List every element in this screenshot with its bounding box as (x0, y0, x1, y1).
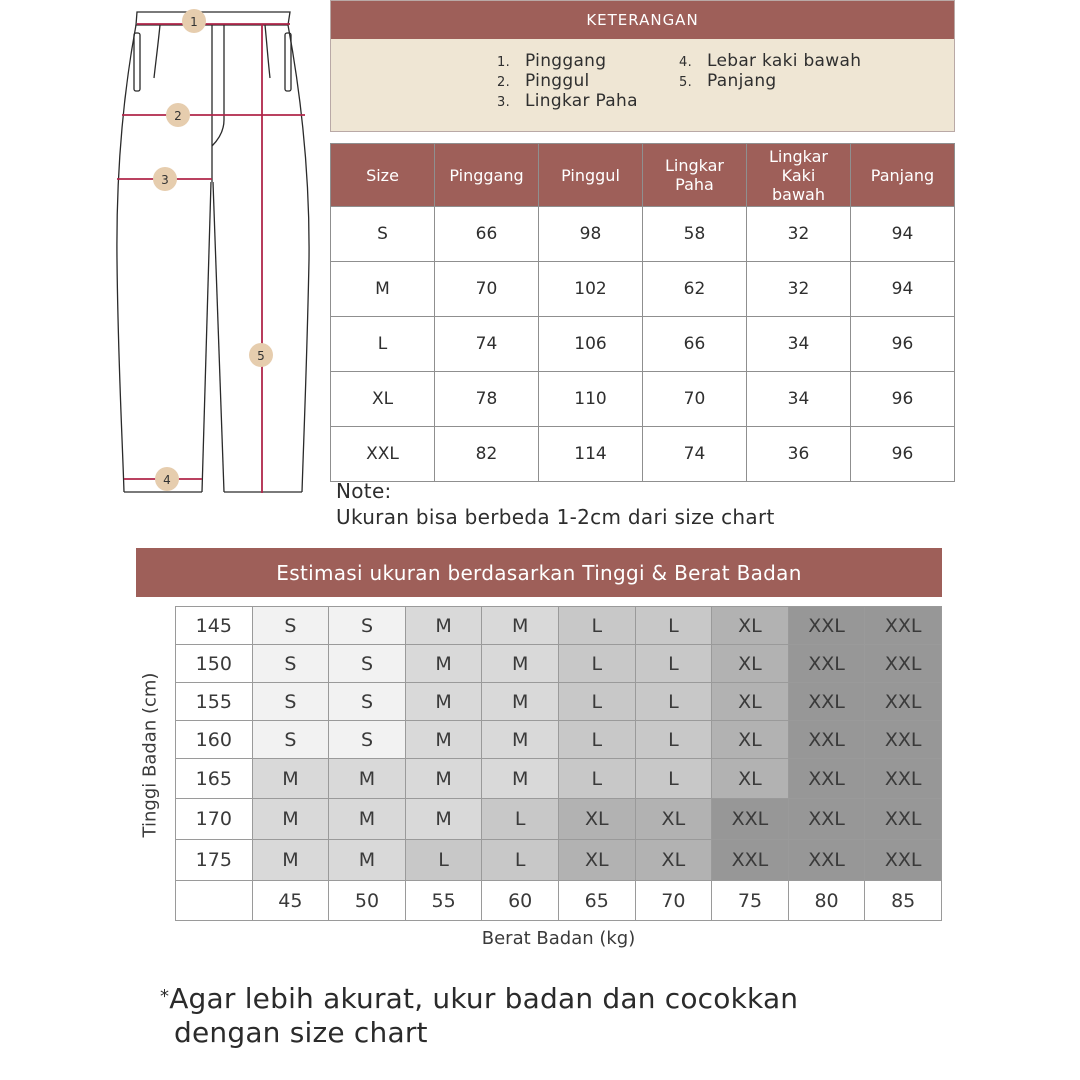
size-table-cell: 82 (435, 427, 539, 482)
estimated-size-cell: L (635, 759, 712, 799)
weight-value: 60 (482, 881, 559, 921)
legend-item-label: Pinggang (525, 51, 607, 71)
estimated-size-cell: M (252, 799, 329, 840)
size-table-header-row (331, 144, 955, 207)
legend-title: KETERANGAN (331, 1, 954, 39)
estimated-size-cell: XXL (865, 683, 942, 721)
estimated-size-cell: XL (712, 759, 789, 799)
size-table-header-cell: Size (331, 144, 435, 207)
size-table-cell: 58 (643, 207, 747, 262)
estimated-size-cell: S (252, 607, 329, 645)
height-value: 150 (176, 645, 253, 683)
estimated-size-cell: XXL (865, 840, 942, 881)
size-table-cell: 62 (643, 262, 747, 317)
estimated-size-cell: XXL (788, 721, 865, 759)
size-table-cell: 70 (435, 262, 539, 317)
estimated-size-cell: XXL (865, 607, 942, 645)
weight-row (176, 881, 942, 921)
legend-box (330, 0, 955, 132)
estimated-size-cell: M (329, 840, 406, 881)
estimated-size-cell: XXL (788, 607, 865, 645)
estimated-size-cell: S (329, 721, 406, 759)
size-table-cell: XXL (331, 427, 435, 482)
height-value: 160 (176, 721, 253, 759)
legend-item (497, 91, 638, 111)
estimated-size-cell: L (558, 645, 635, 683)
size-table-cell: 96 (851, 372, 955, 427)
size-table-cell: 34 (747, 317, 851, 372)
marker-2-label: 2 (174, 109, 182, 123)
size-table-cell: 78 (435, 372, 539, 427)
size-table-cell: 34 (747, 372, 851, 427)
size-table-cell: 96 (851, 427, 955, 482)
note-title: Note: (336, 479, 392, 503)
estimated-size-cell: XL (558, 799, 635, 840)
size-table-cell: 106 (539, 317, 643, 372)
estimated-size-cell: L (482, 840, 559, 881)
estimated-size-cell: L (558, 759, 635, 799)
estimation-row (176, 799, 942, 840)
x-axis-label: Berat Badan (kg) (481, 928, 636, 949)
weight-value: 75 (712, 881, 789, 921)
estimation-row (176, 645, 942, 683)
size-table-cell: 74 (643, 427, 747, 482)
legend-item-number: 4. (679, 55, 693, 70)
estimation-row (176, 683, 942, 721)
estimated-size-cell: XXL (788, 799, 865, 840)
weight-value: 55 (405, 881, 482, 921)
marker-5-label: 5 (257, 349, 265, 363)
size-table-cell: 110 (539, 372, 643, 427)
legend-item-number: 3. (497, 95, 511, 110)
size-table-cell: 94 (851, 262, 955, 317)
estimation-row (176, 759, 942, 799)
legend-item-label: Lingkar Paha (525, 91, 638, 111)
size-table-cell: 66 (435, 207, 539, 262)
marker-4-label: 4 (163, 473, 171, 487)
size-table-row (331, 372, 955, 427)
estimated-size-cell: XXL (788, 645, 865, 683)
weight-value: 80 (788, 881, 865, 921)
estimated-size-cell: XL (635, 799, 712, 840)
size-table-cell: 66 (643, 317, 747, 372)
estimated-size-cell: M (482, 721, 559, 759)
estimated-size-cell: M (405, 799, 482, 840)
legend-column-2 (679, 51, 861, 91)
estimated-size-cell: XXL (865, 799, 942, 840)
legend-item (497, 51, 638, 71)
legend-column-1 (497, 51, 638, 111)
weight-value: 70 (635, 881, 712, 921)
estimated-size-cell: L (405, 840, 482, 881)
estimated-size-cell: S (329, 683, 406, 721)
legend-item (497, 71, 638, 91)
estimated-size-cell: L (558, 607, 635, 645)
size-table-cell: 32 (747, 262, 851, 317)
size-table-cell: 114 (539, 427, 643, 482)
estimated-size-cell: M (405, 683, 482, 721)
weight-value: 65 (558, 881, 635, 921)
size-table-cell: 94 (851, 207, 955, 262)
height-value: 165 (176, 759, 253, 799)
size-table-cell: XL (331, 372, 435, 427)
estimated-size-cell: XXL (865, 759, 942, 799)
size-table-body (331, 207, 955, 482)
weight-value: 45 (252, 881, 329, 921)
estimated-size-cell: M (482, 607, 559, 645)
size-table-cell: 74 (435, 317, 539, 372)
size-table-row (331, 427, 955, 482)
estimation-table (175, 606, 942, 921)
legend-body (331, 39, 954, 131)
size-table-row (331, 262, 955, 317)
y-axis-label: Tinggi Badan (cm) (139, 672, 161, 838)
legend-item (679, 71, 861, 91)
legend-item-number: 5. (679, 75, 693, 90)
estimated-size-cell: L (635, 645, 712, 683)
estimated-size-cell: XXL (788, 759, 865, 799)
estimation-row (176, 840, 942, 881)
size-table-header-cell: Pinggang (435, 144, 539, 207)
estimated-size-cell: XXL (788, 840, 865, 881)
estimated-size-cell: L (635, 683, 712, 721)
legend-item (679, 51, 861, 71)
size-table-cell: M (331, 262, 435, 317)
height-value: 175 (176, 840, 253, 881)
note (336, 478, 775, 530)
corner-cell (176, 881, 253, 921)
size-table-cell: 36 (747, 427, 851, 482)
estimated-size-cell: XL (712, 683, 789, 721)
size-table-header-cell: Pinggul (539, 144, 643, 207)
legend-item-label: Lebar kaki bawah (707, 51, 862, 71)
estimated-size-cell: M (482, 683, 559, 721)
size-table-cell: 102 (539, 262, 643, 317)
estimation-table-body (176, 607, 942, 921)
estimated-size-cell: M (482, 645, 559, 683)
estimated-size-cell: XL (635, 840, 712, 881)
estimated-size-cell: M (329, 759, 406, 799)
marker-1-label: 1 (190, 15, 198, 29)
estimated-size-cell: L (635, 721, 712, 759)
estimation-row (176, 721, 942, 759)
estimated-size-cell: L (558, 721, 635, 759)
legend-item-number: 1. (497, 55, 511, 70)
estimated-size-cell: XXL (865, 645, 942, 683)
size-table (330, 143, 955, 482)
size-table-cell: 70 (643, 372, 747, 427)
estimation-title: Estimasi ukuran berdasarkan Tinggi & Berat Badan (136, 548, 942, 597)
footnote-line-2: dengan size chart (174, 1016, 428, 1049)
estimated-size-cell: XXL (865, 721, 942, 759)
estimated-size-cell: M (405, 645, 482, 683)
marker-3-label: 3 (161, 173, 169, 187)
estimated-size-cell: XXL (788, 683, 865, 721)
estimated-size-cell: S (329, 607, 406, 645)
estimated-size-cell: S (252, 721, 329, 759)
footnote-line-1: Agar lebih akurat, ukur badan dan cocokkan (169, 982, 799, 1015)
estimated-size-cell: M (405, 759, 482, 799)
estimated-size-cell: L (635, 607, 712, 645)
estimated-size-cell: S (329, 645, 406, 683)
estimated-size-cell: L (558, 683, 635, 721)
estimated-size-cell: XXL (712, 799, 789, 840)
note-text: Ukuran bisa berbeda 1-2cm dari size chart (336, 505, 775, 529)
legend-item-label: Pinggul (525, 71, 590, 91)
height-value: 145 (176, 607, 253, 645)
size-table-row (331, 207, 955, 262)
estimated-size-cell: L (482, 799, 559, 840)
height-value: 170 (176, 799, 253, 840)
size-table-cell: L (331, 317, 435, 372)
size-table-header-cell: Panjang (851, 144, 955, 207)
estimated-size-cell: S (252, 645, 329, 683)
legend-item-label: Panjang (707, 71, 777, 91)
estimated-size-cell: S (252, 683, 329, 721)
legend-item-number: 2. (497, 75, 511, 90)
estimated-size-cell: M (252, 840, 329, 881)
estimated-size-cell: M (252, 759, 329, 799)
estimated-size-cell: M (329, 799, 406, 840)
estimation-row (176, 607, 942, 645)
height-value: 155 (176, 683, 253, 721)
size-table-cell: 96 (851, 317, 955, 372)
size-table-cell: S (331, 207, 435, 262)
estimated-size-cell: XL (712, 645, 789, 683)
weight-value: 85 (865, 881, 942, 921)
size-table-row (331, 317, 955, 372)
size-table-header-cell: Lingkar Kaki bawah (747, 144, 851, 207)
estimated-size-cell: XL (712, 721, 789, 759)
estimated-size-cell: XL (558, 840, 635, 881)
size-table-header-cell: Lingkar Paha (643, 144, 747, 207)
estimated-size-cell: XXL (712, 840, 789, 881)
footnote (160, 982, 798, 1050)
pants-diagram (108, 5, 323, 500)
size-table-cell: 98 (539, 207, 643, 262)
estimated-size-cell: M (405, 607, 482, 645)
size-table-cell: 32 (747, 207, 851, 262)
estimated-size-cell: M (405, 721, 482, 759)
estimated-size-cell: M (482, 759, 559, 799)
weight-value: 50 (329, 881, 406, 921)
footnote-asterisk: * (160, 986, 170, 1007)
estimated-size-cell: XL (712, 607, 789, 645)
